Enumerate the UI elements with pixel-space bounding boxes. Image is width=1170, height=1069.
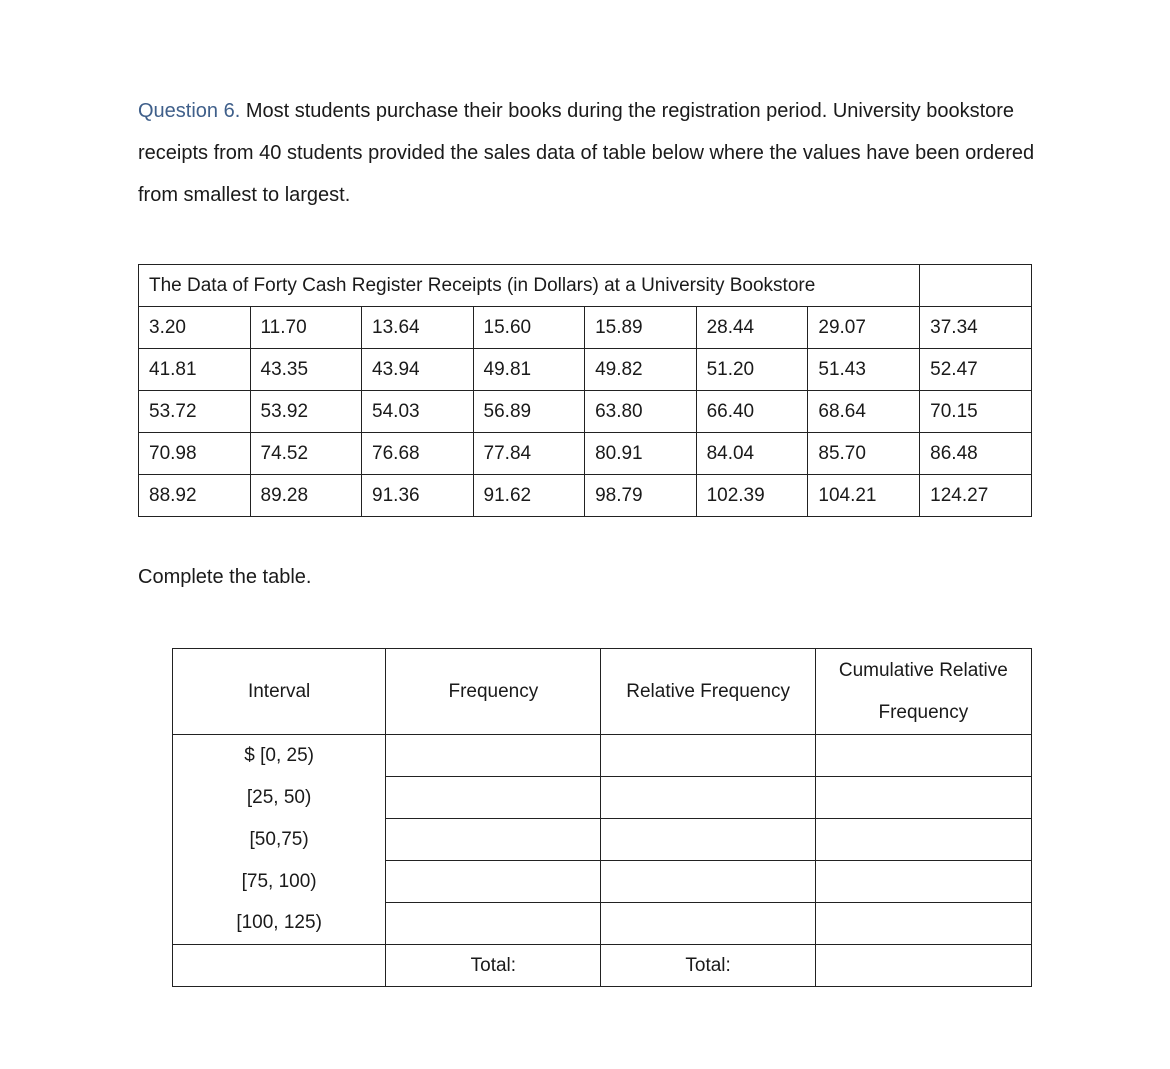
table-cell: 102.39 — [696, 475, 808, 517]
table-cell: 53.92 — [250, 391, 362, 433]
table-cell: 53.72 — [139, 391, 251, 433]
table-cell: 54.03 — [362, 391, 474, 433]
totals-empty-cell — [173, 945, 386, 987]
cumulative-input-cell[interactable] — [815, 735, 1031, 777]
frequency-input-cell[interactable] — [386, 735, 601, 777]
table-cell: 51.20 — [696, 349, 808, 391]
table-cell: 80.91 — [585, 433, 697, 475]
interval-cell: [50,75) — [173, 819, 386, 861]
table-cell: 84.04 — [696, 433, 808, 475]
table-cell: 86.48 — [920, 433, 1032, 475]
cumulative-input-cell[interactable] — [815, 819, 1031, 861]
table-cell: 104.21 — [808, 475, 920, 517]
table-cell: 66.40 — [696, 391, 808, 433]
table-caption: The Data of Forty Cash Register Receipts (in Dollars) at a University Bookstore — [139, 265, 920, 307]
interval-cell: [100, 125) — [173, 903, 386, 945]
question-body: Most students purchase their books during the registration period. University bookstore receipts from 40 students provided the sales data of table below where the values have been ordered from smallest to largest. — [138, 100, 1035, 206]
relative-frequency-input-cell[interactable] — [601, 819, 815, 861]
cumulative-input-cell[interactable] — [815, 861, 1031, 903]
totals-row — [173, 945, 1032, 987]
table-row — [173, 819, 1032, 861]
table-cell: 70.15 — [920, 391, 1032, 433]
table-cell: 91.62 — [473, 475, 585, 517]
table-cell: 85.70 — [808, 433, 920, 475]
table-cell: 49.81 — [473, 349, 585, 391]
table-row — [139, 475, 1032, 517]
relative-frequency-input-cell[interactable] — [601, 777, 815, 819]
table-cell: 56.89 — [473, 391, 585, 433]
table-cell: 52.47 — [920, 349, 1032, 391]
totals-cumulative-cell — [815, 945, 1031, 987]
table-row — [139, 433, 1032, 475]
table-cell: 13.64 — [362, 307, 474, 349]
table-row — [173, 735, 1032, 777]
question-text — [138, 90, 1038, 216]
table-row — [173, 903, 1032, 945]
table-cell: 98.79 — [585, 475, 697, 517]
cumulative-input-cell[interactable] — [815, 903, 1031, 945]
frequency-input-cell[interactable] — [386, 777, 601, 819]
table-row — [139, 349, 1032, 391]
table-caption-empty-cell — [920, 265, 1032, 307]
table-row — [139, 391, 1032, 433]
table-cell: 88.92 — [139, 475, 251, 517]
instruction-text: Complete the table. — [138, 566, 312, 588]
table-cell: 74.52 — [250, 433, 362, 475]
relative-frequency-input-cell[interactable] — [601, 903, 815, 945]
table-cell: 51.43 — [808, 349, 920, 391]
header-cumulative-line2: Frequency — [878, 701, 969, 723]
table-cell: 37.34 — [920, 307, 1032, 349]
header-cumulative-relative-frequency — [815, 649, 1031, 735]
table-cell: 41.81 — [139, 349, 251, 391]
relative-frequency-input-cell[interactable] — [601, 735, 815, 777]
table-row — [139, 307, 1032, 349]
header-relative-frequency: Relative Frequency — [601, 649, 815, 735]
table-cell: 28.44 — [696, 307, 808, 349]
frequency-input-cell[interactable] — [386, 903, 601, 945]
header-frequency: Frequency — [386, 649, 601, 735]
table-row — [173, 777, 1032, 819]
table-cell: 49.82 — [585, 349, 697, 391]
table-cell: 29.07 — [808, 307, 920, 349]
table-cell: 43.94 — [362, 349, 474, 391]
table-cell: 76.68 — [362, 433, 474, 475]
table-cell: 77.84 — [473, 433, 585, 475]
table-cell: 43.35 — [250, 349, 362, 391]
table-row — [173, 861, 1032, 903]
header-interval: Interval — [173, 649, 386, 735]
table-cell: 15.60 — [473, 307, 585, 349]
table-cell: 68.64 — [808, 391, 920, 433]
frequency-input-cell[interactable] — [386, 861, 601, 903]
interval-cell: [25, 50) — [173, 777, 386, 819]
total-relative-frequency-label: Total: — [601, 945, 815, 987]
table-caption-row — [139, 265, 1032, 307]
table-cell: 63.80 — [585, 391, 697, 433]
question-label: Question 6. — [138, 100, 241, 122]
table-cell: 70.98 — [139, 433, 251, 475]
table-cell: 89.28 — [250, 475, 362, 517]
frequency-table — [172, 648, 1032, 987]
table-cell: 3.20 — [139, 307, 251, 349]
header-cumulative-line1: Cumulative Relative — [838, 659, 1008, 681]
cumulative-input-cell[interactable] — [815, 777, 1031, 819]
table-cell: 91.36 — [362, 475, 474, 517]
total-frequency-label: Total: — [386, 945, 601, 987]
frequency-input-cell[interactable] — [386, 819, 601, 861]
table-cell: 11.70 — [250, 307, 362, 349]
interval-cell: $ [0, 25) — [173, 735, 386, 777]
table-cell: 124.27 — [920, 475, 1032, 517]
interval-cell: [75, 100) — [173, 861, 386, 903]
frequency-table-header — [173, 649, 1032, 735]
relative-frequency-input-cell[interactable] — [601, 861, 815, 903]
receipts-data-table — [138, 264, 1032, 517]
table-cell: 15.89 — [585, 307, 697, 349]
